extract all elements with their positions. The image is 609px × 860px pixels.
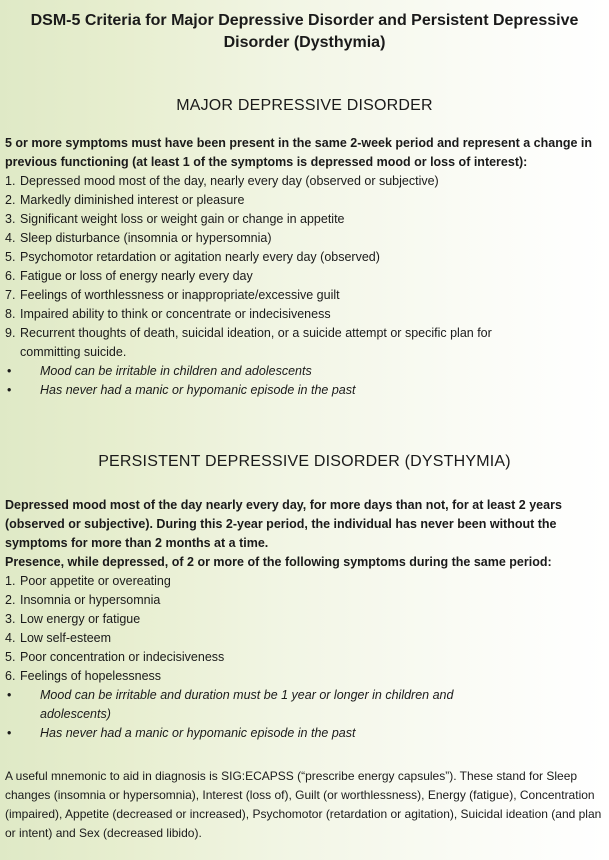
list-item: 8. Impaired ability to think or concentrate or indecisiveness — [5, 307, 331, 321]
mnemonic-paragraph: A useful mnemonic to aid in diagnosis is SIG:ECAPSS (“prescribe energy capsules”). These stand for Sleep changes (insomnia or hypersomnia), Interest (loss of), Guilt (or worthlessness), Energy (fatigue), Concentration (impaired), Appetite (decreased or increased), Psychomotor (retardation or agitation), Suicidal ideation (and plan or intent) and Sex (decreased libido). — [5, 769, 602, 840]
list-item: 2. Markedly diminished interest or pleasure — [5, 193, 245, 207]
list-item: • Mood can be irritable and duration must be 1 year or longer in children and adolescents) — [7, 688, 454, 721]
list-item: 4. Low self-esteem — [5, 631, 112, 645]
list-item: 3. Low energy or fatigue — [5, 612, 141, 626]
list-item: 4. Sleep disturbance (insomnia or hypersomnia) — [5, 231, 272, 245]
mdd-symptom-list — [5, 172, 605, 362]
list-item: 3. Significant weight loss or weight gain or change in appetite — [5, 212, 345, 226]
pdd-notes-list — [5, 686, 605, 743]
list-item: • Has never had a manic or hypomanic episode in the past — [7, 726, 356, 740]
mdd-notes-list — [5, 362, 605, 400]
list-item: 5. Psychomotor retardation or agitation nearly every day (observed) — [5, 250, 380, 264]
list-item: 1. Poor appetite or overeating — [5, 574, 171, 588]
list-item: 9. Recurrent thoughts of death, suicidal ideation, or a suicide attempt or specific plan for committing suicide. — [5, 326, 492, 359]
list-item: 6. Fatigue or loss of energy nearly every day — [5, 269, 253, 283]
list-item: • Has never had a manic or hypomanic episode in the past — [7, 383, 356, 397]
list-item: 7. Feelings of worthlessness or inappropriate/excessive guilt — [5, 288, 340, 302]
mdd-heading: MAJOR DEPRESSIVE DISORDER — [176, 97, 433, 114]
list-item: 1. Depressed mood most of the day, nearly every day (observed or subjective) — [5, 174, 439, 188]
pdd-section — [5, 496, 605, 743]
pdd-heading: PERSISTENT DEPRESSIVE DISORDER (DYSTHYMIA) — [98, 453, 511, 470]
page-title: DSM-5 Criteria for Major Depressive Disorder and Persistent Depressive Disorder (Dysthymia) — [30, 12, 579, 51]
pdd-intro: Depressed mood most of the day nearly every day, for more days than not, for at least 2 years (observed or subjective). During this 2-year period, the individual has never been without the symptoms for more than 2 months at a time. — [5, 498, 562, 550]
list-item: 2. Insomnia or hypersomnia — [5, 593, 161, 607]
pdd-symptom-list — [5, 572, 605, 686]
list-item: 6. Feelings of hopelessness — [5, 669, 162, 683]
mdd-intro: 5 or more symptoms must have been present in the same 2-week period and represent a change in previous functioning (at least 1 of the symptoms is depressed mood or loss of interest): — [5, 136, 592, 169]
mdd-section — [5, 134, 605, 400]
list-item: 5. Poor concentration or indecisiveness — [5, 650, 225, 664]
list-item: • Mood can be irritable in children and adolescents — [7, 364, 312, 378]
pdd-intro-2: Presence, while depressed, of 2 or more of the following symptoms during the same period: — [5, 555, 552, 569]
